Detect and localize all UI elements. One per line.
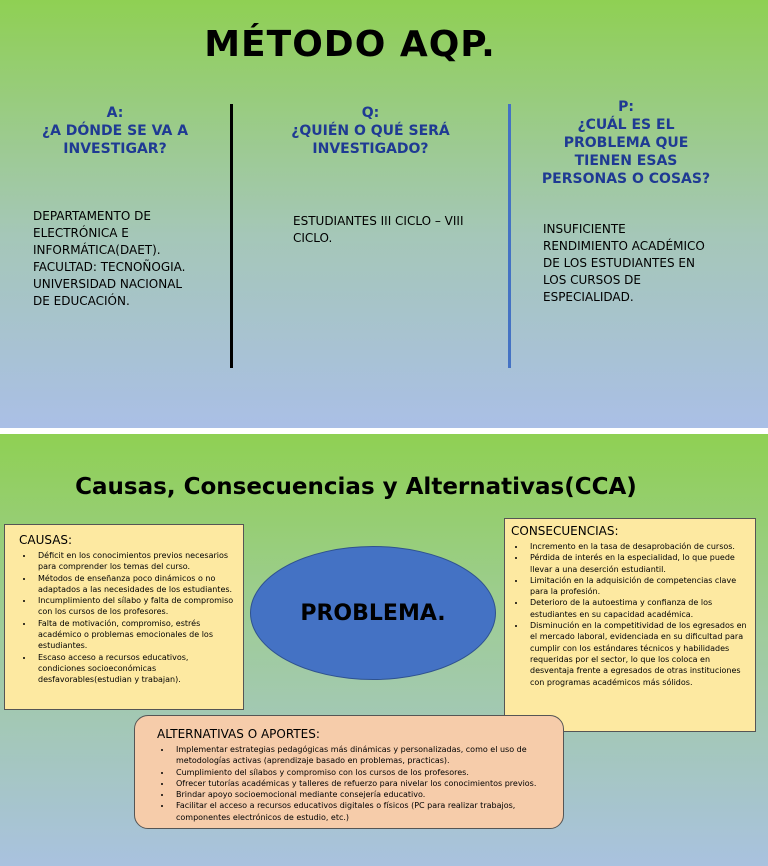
slide-aqp	[0, 0, 768, 428]
list-item: • Pérdida de interés en la especialidad, lo que puede llevar a una deserción estudiantil.	[526, 552, 749, 575]
list-item: • Brindar apoyo socioemocional mediante consejería educativo.	[172, 789, 553, 800]
list-item: • Deterioro de la autoestima y confianza de los estudiantes en su capacidad académica.	[526, 597, 749, 620]
divider-right	[508, 104, 511, 368]
divider-left	[230, 104, 233, 368]
alternatives-box	[134, 715, 564, 829]
alternatives-list	[157, 744, 553, 823]
list-item: • Incremento en la tasa de desaprobación de cursos.	[526, 541, 749, 552]
list-item: • Incumplimiento del sílabo y falta de compromiso con los cursos de los profesores.	[34, 595, 237, 618]
list-item: • Escaso acceso a recursos educativos, condiciones socioeconómicas desfavorables(estudian y trabajan).	[34, 652, 237, 686]
slide-title: Causas, Consecuencias y Alternativas(CCA)	[75, 474, 637, 500]
column-q-letter: Q:	[361, 105, 380, 121]
column-a-letter: A:	[106, 105, 124, 121]
causes-list	[19, 550, 237, 686]
column-a-answer: DEPARTAMENTO DE ELECTRÓNICA E INFORMÁTICA(DAET). FACULTAD: TECNOÑOGIA. UNIVERSIDAD NACIONAL DE EDUCACIÓN.	[33, 209, 186, 308]
list-item: • Facilitar el acceso a recursos educativos digitales o físicos (PC para realizar trabajos, componentes electrónicos de estudio, etc.)	[172, 800, 553, 823]
list-item: • Limitación en la adquisición de competencias clave para la profesión.	[526, 575, 749, 598]
list-item: • Cumplimiento del sílabos y compromiso con los cursos de los profesores.	[172, 767, 553, 778]
column-p-question: ¿CUÁL ES EL PROBLEMA QUE TIENEN ESAS PERSONAS O COSAS?	[541, 117, 711, 187]
problem-label: PROBLEMA.	[300, 600, 446, 626]
slide-title: MÉTODO AQP.	[204, 24, 496, 65]
alternatives-title: ALTERNATIVAS O APORTES:	[157, 727, 320, 741]
list-item: • Disminución en la competitividad de los egresados en el mercado laboral, evidenciada en su dificultad para cumplir con los estándares técnicos y habilidades requeridas por el sector, lo que los coloca en desventaja frente a egresados de otras instituciones con programas académicos más sólidos.	[526, 620, 749, 688]
list-item: • Falta de motivación, compromiso, estrés académico o problemas emocionales de los estudiantes.	[34, 618, 237, 652]
consequences-title: CONSECUENCIAS:	[511, 524, 619, 538]
column-p-answer: INSUFICIENTE RENDIMIENTO ACADÉMICO DE LOS ESTUDIANTES EN LOS CURSOS DE ESPECIALIDAD.	[543, 222, 705, 304]
consequences-box	[504, 518, 756, 732]
problem-ellipse	[250, 546, 496, 680]
column-a-question: ¿A DÓNDE SE VA A INVESTIGAR?	[41, 123, 189, 157]
column-p-letter: P:	[618, 99, 634, 115]
list-item: • Ofrecer tutorías académicas y talleres de refuerzo para nivelar los conocimientos previos.	[172, 778, 553, 789]
consequences-list	[511, 541, 749, 688]
causes-title: CAUSAS:	[19, 533, 73, 547]
list-item: • Déficit en los conocimientos previos necesarios para comprender los temas del curso.	[34, 550, 237, 573]
column-p-heading	[540, 98, 712, 188]
slide-cca	[0, 434, 768, 866]
column-q-question: ¿QUIÉN O QUÉ SERÁ INVESTIGADO?	[291, 123, 450, 157]
list-item: • Métodos de enseñanza poco dinámicos o no adaptados a las necesidades de los estudiantes.	[34, 573, 237, 596]
column-a-heading	[40, 104, 190, 158]
column-q-heading	[288, 104, 453, 158]
column-q-answer: ESTUDIANTES III CICLO – VIII CICLO.	[293, 214, 464, 245]
list-item: • Implementar estrategias pedagógicas más dinámicas y personalizadas, como el uso de metodologías activas (aprendizaje basado en problemas, practicas).	[172, 744, 553, 767]
causes-box	[4, 524, 244, 710]
